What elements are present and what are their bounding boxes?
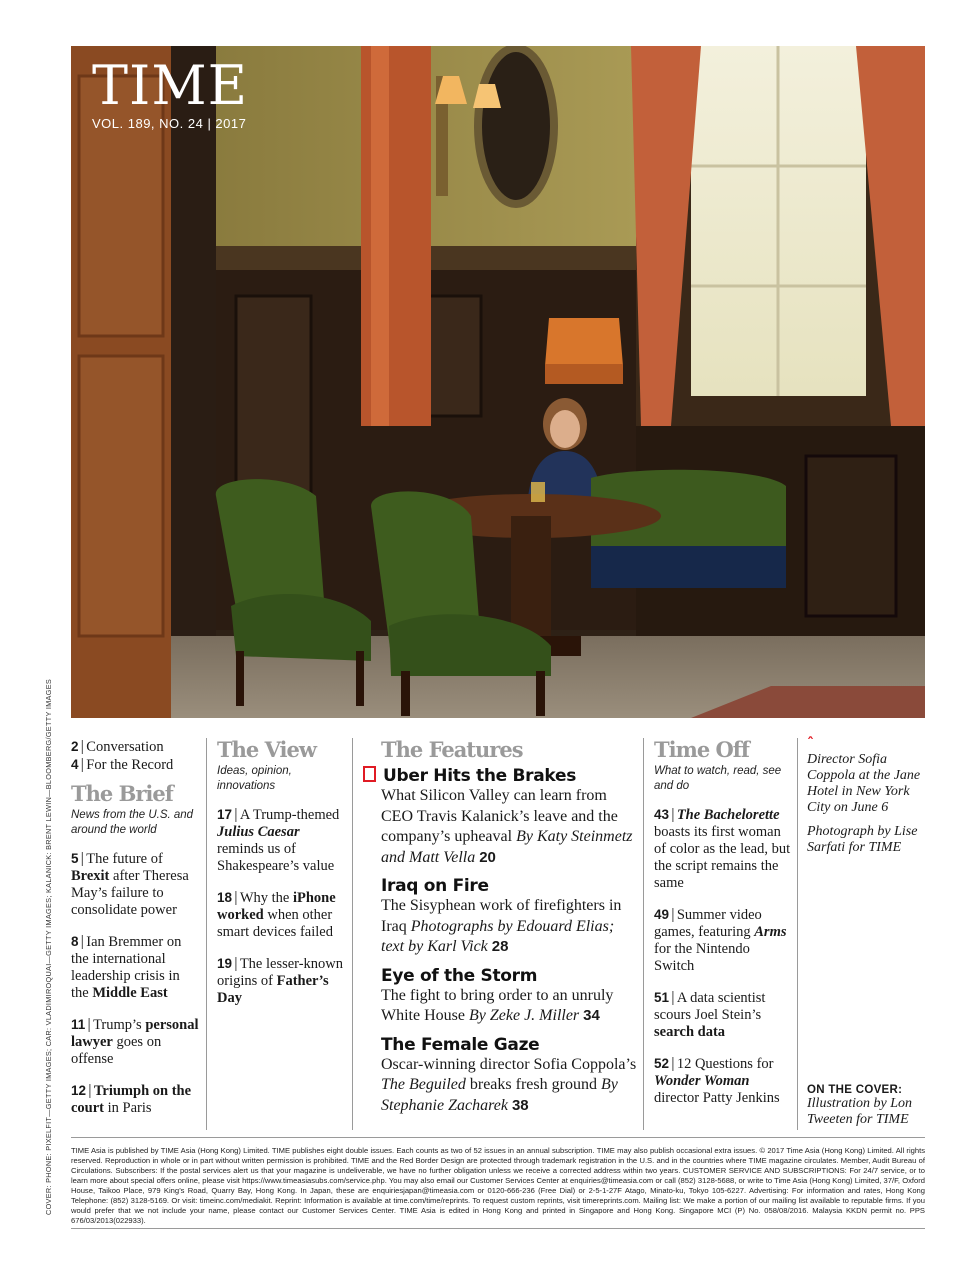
column-divider [643, 738, 644, 1130]
toc-item[interactable]: 18 | Why the iPhone worked when other smart devices failed [217, 890, 336, 940]
volume-info: VOL. 189, NO. 24 | 2017 [92, 116, 247, 131]
toc-item[interactable]: 19 | The lesser-known origins of Father’s Day [217, 956, 344, 1006]
feature-item[interactable]: Iraq on Fire The Sisyphean work of firefighters in Iraq Photographs by Edouard Elias; text by Karl Vick 28 [381, 876, 622, 955]
hotel-bar-photo [71, 46, 925, 718]
section-subtitle: News from the U.S. and around the world [71, 809, 194, 836]
column-divider [797, 738, 798, 1130]
toc-item[interactable]: 49 | Summer video games, featuring Arms for the Nintendo Switch [654, 907, 787, 974]
toc-item[interactable]: 43 | The Bachelorette boasts its first woman of color as the lead, but the script remains the same [654, 807, 791, 891]
toc-item[interactable]: 8 | Ian Bremmer on the international leadership crisis in the Middle East [71, 934, 182, 1001]
cover-credits-vertical: COVER: PHONE: PIXELFIT—GETTY IMAGES; CAR: VLADIMIROQUAI—GETTY IMAGES; KALANICK: BRENT LEWIN—BLOOMBERG/GETTY IMAGES [44, 678, 53, 1215]
section-subtitle: What to watch, read, see and do [654, 765, 782, 792]
cover-photo [71, 46, 925, 718]
col-time-off [654, 738, 792, 1107]
col-brief [71, 738, 201, 1117]
cover-info [807, 1084, 925, 1128]
toc-item[interactable]: 52 | 12 Questions for Wonder Woman director Patty Jenkins [654, 1056, 780, 1106]
photo-caption: Director Sofia Coppola at the Jane Hotel in New York City on June 6 [807, 752, 921, 815]
red-border-icon [363, 766, 376, 782]
toc-item[interactable]: 5 | The future of Brexit after Theresa May’s failure to consolidate power [71, 851, 189, 918]
col-view [217, 738, 345, 1007]
section-title-features: The Features [381, 737, 523, 762]
feature-item[interactable]: The Female Gaze Oscar-winning director Sofia Coppola’s The Beguiled breaks fresh ground By Stephanie Zacharek 38 [381, 1034, 637, 1114]
cover-label: ON THE COVER: [807, 1084, 903, 1096]
caret-up-icon: ˆ [807, 736, 814, 752]
toc-item[interactable]: 2 | Conversation [71, 739, 164, 755]
feature-item[interactable]: Uber Hits the Brakes What Silicon Valley can learn from CEO Travis Kalanick’s leave and the company’s upheaval By Katy Steinmetz and Matt Vella 20 [363, 766, 638, 868]
col-caption [807, 738, 925, 856]
masthead [92, 54, 249, 131]
column-divider [352, 738, 353, 1130]
publisher-fine-print: TIME Asia is published by TIME Asia (Hong Kong) Limited. TIME publishes eight double issues. Each counts as two of 52 issues in an annual subscription. TIME may also publish occasional extra issues. © 2017 Time Asia (Hong Kong) Limited. All rights reserved. Reproduction in whole or in part without written permission is prohibited. TIME and the Red Border Design are protected through trademark registration in the U.S. and in the countries where TIME magazine circulates. Member, Audit Bureau of Circulations. Subscribers: If the postal services alert us that your magazine is undeliverable, we have no further obligation unless we receive a corrected address within two years. CUSTOMER SERVICE AND SUBSCRIPTIONS: For 24/7 service, or to learn more about special offers online, please visit https://www.timeasiasubs.com/service.php. You may also email our Customer Services Center at enquiries@timeasia.com or call (852) 3128-5688, or write to Time Asia (Hong Kong) Limited, 37/F, Oxford House, Taikoo Place, 979 King’s Road, Quarry Bay, Hong Kong. In Japan, these are enquiriesjapan@timeasia.com or 0120-666-236 (Free Dial) or 2-5-1-27F Atago, Minato-ku, Tokyo 105-6227. Advertising: For information and rates, Hong Kong Telephone: (852) 3128-5169. Or visit: timeinc.com/mediakit. Reprint: Information is available at time.com/time/reprints. To request custom reprints, visit timereprints.com. Mailing list: We make a portion of our mailing list available to reputable firms. If you would prefer that we not include your name, please contact our Customer Services Center. TIME Asia is edited in Hong Kong and printed in Singapore and Hong Kong. Singapore MCI (P) No. 058/08/2016. Malaysia KKDN permit no. PPS 676/03/2013(022933). [71, 1146, 925, 1225]
toc-item[interactable]: 51 | A data scientist scours Joel Stein’s search data [654, 990, 766, 1040]
toc-item[interactable]: 17 | A Trump-themed Julius Caesar reminds us of Shakespeare’s value [217, 807, 340, 874]
divider-bottom [71, 1228, 925, 1229]
section-title-brief: The Brief [71, 781, 173, 806]
toc-item[interactable]: 4 | For the Record [71, 757, 174, 773]
toc-item[interactable]: 12 | Triumph on the court in Paris [71, 1083, 192, 1116]
divider-top [71, 1137, 925, 1138]
time-logo: TIME [92, 54, 249, 117]
feature-item[interactable]: Eye of the Storm The fight to bring order to an unruly White House By Zeke J. Miller 34 [381, 965, 614, 1024]
col-features [363, 738, 638, 1116]
column-divider [206, 738, 207, 1130]
photo-credit: Photograph by Lise Sarfati for TIME [807, 824, 918, 855]
section-subtitle: Ideas, opinion, innovations [217, 765, 292, 792]
toc-item[interactable]: 11 | Trump’s personal lawyer goes on offense [71, 1017, 199, 1067]
cover-credit: Illustration by Lon Tweeten for TIME [807, 1096, 913, 1127]
section-title-view: The View [217, 737, 316, 762]
section-title-time-off: Time Off [654, 737, 749, 762]
